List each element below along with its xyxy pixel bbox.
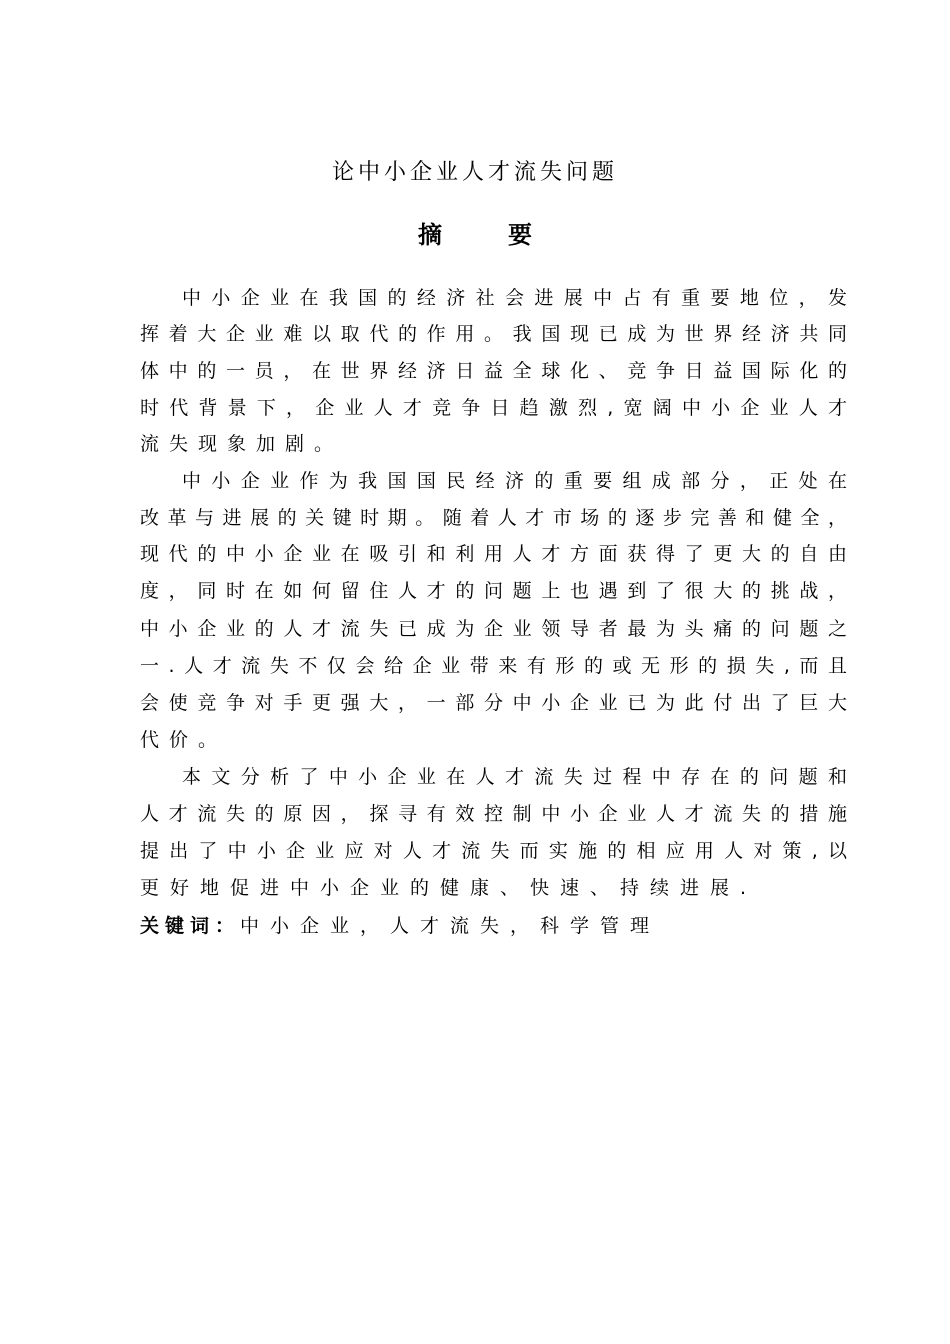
abstract-heading-right: 要 xyxy=(508,221,532,249)
paragraph-2-line-2: 改革与进展的关键时期。随着人才市场的逐步完善和健全， xyxy=(140,507,851,529)
paragraph-1-line-4: 时代背景下，企业人才竞争日趋激烈,宽阔中小企业人才 xyxy=(140,397,851,419)
keywords-line xyxy=(140,911,660,941)
paragraph-2-line-7: 会使竞争对手更强大，一部分中小企业已为此付出了巨大 xyxy=(140,692,851,714)
paragraph-3-line-3: 提出了中小企业应对人才流失而实施的相应用人对策,以 xyxy=(140,840,851,862)
document-title: 论中小企业人才流失问题 xyxy=(331,160,618,185)
paragraph-3-line-4: 更好地促进中小企业的健康、快速、持续进展. xyxy=(140,877,758,899)
paragraph-2-line-6: 一.人才流失不仅会给企业带来有形的或无形的损失,而且 xyxy=(140,655,851,677)
paragraph-2-line-5: 中小企业的人才流失已成为企业领导者最为头痛的问题之 xyxy=(140,618,851,640)
paragraph-3-line-1: 本文分析了中小企业在人才流失过程中存在的问题和 xyxy=(182,766,851,788)
paragraph-2-line-4: 度，同时在如何留住人才的问题上也遇到了很大的挑战， xyxy=(140,580,851,602)
paragraph-1-line-3: 体中的一员，在世界经济日益全球化、竞争日益国际化的 xyxy=(140,360,851,382)
keywords-value: 中小企业，人才流失，科学管理 xyxy=(240,915,661,937)
paragraph-2-line-3: 现代的中小企业在吸引和利用人才方面获得了更大的自由 xyxy=(140,543,851,565)
paragraph-1-line-1: 中小企业在我国的经济社会进展中占有重要地位，发 xyxy=(182,287,851,309)
abstract-heading-left: 摘 xyxy=(418,221,442,249)
paragraph-3-line-2: 人才流失的原因，探寻有效控制中小企业人才流失的措施 xyxy=(140,803,851,825)
paragraph-2-line-8: 代价。 xyxy=(140,729,228,751)
abstract-heading xyxy=(0,218,950,252)
paragraph-1-line-2: 挥着大企业难以取代的作用。我国现已成为世界经济共同 xyxy=(140,323,851,345)
keywords-label: 关键词： xyxy=(140,915,241,937)
paragraph-2-line-1: 中小企业作为我国国民经济的重要组成部分，正处在 xyxy=(182,470,851,492)
paragraph-1-line-5: 流失现象加剧。 xyxy=(140,433,344,455)
